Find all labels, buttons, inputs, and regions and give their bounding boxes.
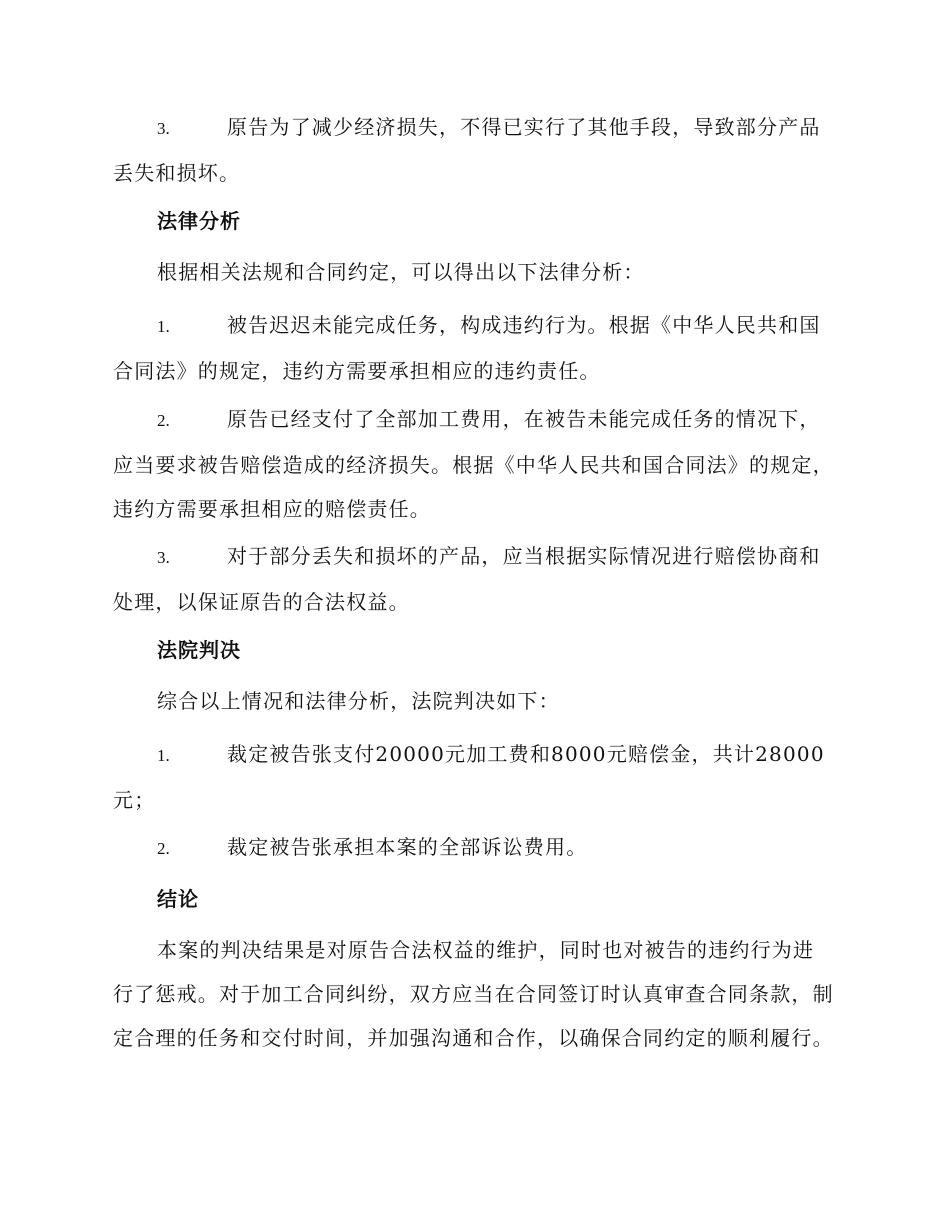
list-text: 原告为了减少经济损失，不得已实行了其他手段，导致部分产品丢失和损坏。 bbox=[113, 115, 821, 185]
list-number: 1. bbox=[157, 317, 170, 336]
judgment-intro: 综合以上情况和法律分析，法院判决如下： bbox=[157, 689, 560, 713]
list-number: 1. bbox=[157, 746, 170, 765]
section-heading-judgment: 法院判决 bbox=[157, 638, 241, 662]
conclusion-text: 本案的判决结果是对原告合法权益的维护，同时也对被告的违约行为进行了惩戒。对于加工合同纠纷，双方应当在合同签订时认真审查合同条款，制定合理的任务和交付时间，并加强沟通和合作，以确保合同约定的顺利履行。 bbox=[113, 938, 834, 1050]
list-text: 对于部分丢失和损坏的产品，应当根据实际情况进行赔偿协商和处理，以保证原告的合法权益。 bbox=[113, 544, 821, 614]
list-text: 原告已经支付了全部加工费用，在被告未能完成任务的情况下，应当要求被告赔偿造成的经济损失。根据《中华人民共和国合同法》的规定，违约方需要承担相应的赔偿责任。 bbox=[113, 407, 834, 521]
list-item bbox=[113, 397, 835, 531]
section-heading-conclusion: 结论 bbox=[157, 887, 199, 911]
list-item bbox=[113, 303, 835, 393]
legal-analysis-intro: 根据相关法规和合同约定，可以得出以下法律分析： bbox=[157, 260, 645, 284]
list-number: 2. bbox=[157, 411, 170, 430]
list-item bbox=[113, 105, 835, 195]
list-number: 3. bbox=[157, 548, 170, 567]
list-text: 裁定被告张承担本案的全部诉讼费用。 bbox=[227, 835, 588, 859]
list-text: 被告迟迟未能完成任务，构成违约行为。根据《中华人民共和国合同法》的规定，违约方需要承担相应的违约责任。 bbox=[113, 313, 821, 383]
section-heading-legal-analysis: 法律分析 bbox=[157, 209, 241, 233]
list-item bbox=[113, 732, 835, 822]
list-number: 2. bbox=[157, 839, 170, 858]
list-item bbox=[113, 534, 835, 624]
list-number: 3. bbox=[157, 119, 170, 138]
list-item bbox=[113, 825, 835, 871]
list-text: 裁定被告张支付20000元加工费和8000元赔偿金，共计28000元； bbox=[113, 742, 825, 812]
